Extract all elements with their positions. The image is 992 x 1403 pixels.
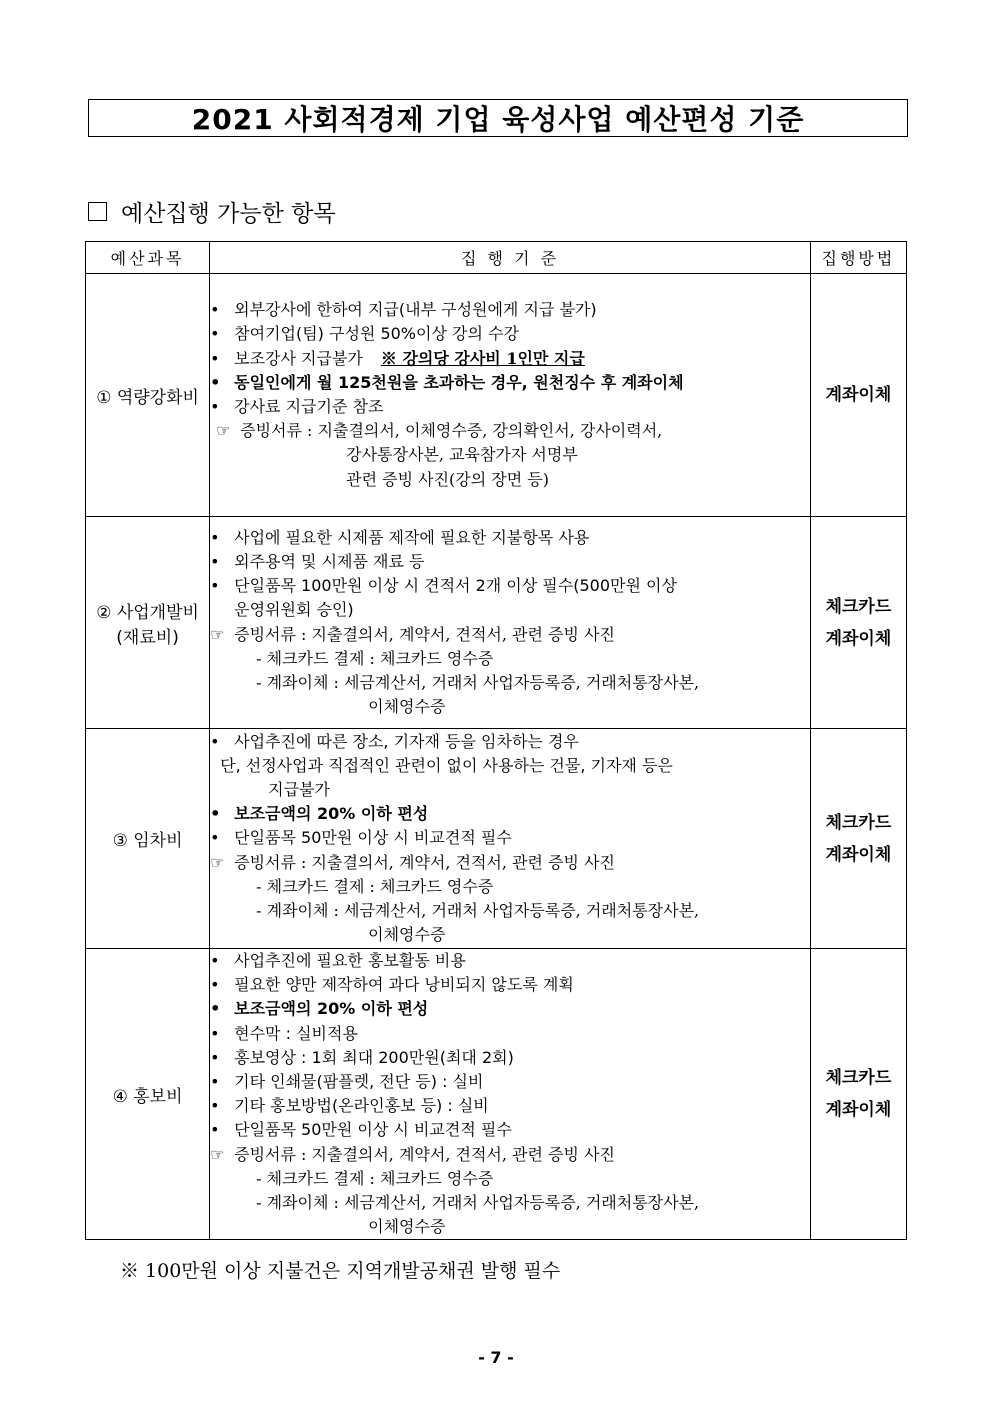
row-category <box>86 949 210 1240</box>
budget-criteria-table <box>85 241 907 1240</box>
method-label: 체크카드 <box>825 1068 892 1089</box>
header-criteria: 집 행 기 준 <box>210 242 811 274</box>
evidence-docs-cont: - 체크카드 결제 : 체크카드 영수증 <box>256 1168 494 1188</box>
row-criteria <box>210 949 811 1240</box>
list-item: • 보조금액의 20% 이하 편성 <box>210 804 429 824</box>
table-row <box>86 274 907 517</box>
emphasis-note: ※ 강의당 강사비 1인만 지급 <box>380 348 585 368</box>
row-method <box>810 729 906 949</box>
row-method <box>810 949 906 1240</box>
evidence-docs-cont: 강사통장사본, 교육참가자 서명부 <box>346 445 578 465</box>
table-header-row <box>86 242 907 274</box>
list-item: • 외주용역 및 시제품 재료 등 <box>210 551 425 571</box>
list-item: • 현수막 : 실비적용 <box>210 1023 358 1043</box>
section-heading <box>88 195 336 228</box>
list-item: • 단일품목 100만원 이상 시 견적서 2개 이상 필수(500만원 이상 <box>210 576 677 596</box>
page-number: - 7 - <box>478 1348 514 1367</box>
evidence-docs: ☞ 증빙서류 : 지출결의서, 계약서, 견적서, 관련 증빙 사진 <box>210 852 615 872</box>
header-method: 집행방법 <box>810 242 906 274</box>
evidence-docs: ☞ 증빙서류 : 지출결의서, 이체영수증, 강의확인서, 강사이력서, <box>216 421 663 441</box>
row-category <box>86 729 210 949</box>
evidence-docs: ☞ 증빙서류 : 지출결의서, 계약서, 견적서, 관련 증빙 사진 <box>210 1144 615 1164</box>
evidence-docs-cont: - 계좌이체 : 세금계산서, 거래처 사업자등록증, 거래처통장사본, <box>256 672 700 692</box>
list-item-cont: 운영위원회 승인) <box>234 600 354 620</box>
evidence-docs-cont: - 체크카드 결제 : 체크카드 영수증 <box>256 876 494 896</box>
list-item: • 단일품목 50만원 이상 시 비교견적 필수 <box>210 1120 512 1140</box>
header-category: 예산과목 <box>86 242 210 274</box>
method-label: 계좌이체 <box>825 628 892 649</box>
category-label: ② 사업개발비 <box>96 602 199 623</box>
list-item-cont: 단, 선정사업과 직접적인 관련이 없이 사용하는 건물, 기자재 등은 <box>220 755 673 775</box>
table-row <box>86 517 907 729</box>
list-item: • 기타 홍보방법(온라인홍보 등) : 실비 <box>210 1096 489 1116</box>
list-item: • 동일인에게 월 125천원을 초과하는 경우, 원천징수 후 계좌이체 <box>210 372 684 392</box>
evidence-docs-cont: - 체크카드 결제 : 체크카드 영수증 <box>256 648 494 668</box>
list-item-cont: 지급불가 <box>268 779 330 799</box>
row-criteria <box>210 274 811 517</box>
list-item: • 필요한 양만 제작하여 과다 낭비되지 않도록 계획 <box>210 975 574 995</box>
list-item: • 기타 인쇄물(팜플렛, 전단 등) : 실비 <box>210 1072 484 1092</box>
list-item: • 단일품목 50만원 이상 시 비교견적 필수 <box>210 828 512 848</box>
row-criteria <box>210 729 811 949</box>
list-item: • 사업에 필요한 시제품 제작에 필요한 지불항목 사용 <box>210 527 590 547</box>
list-item: • 참여기업(팀) 구성원 50%이상 강의 수강 <box>210 324 519 344</box>
evidence-docs: ☞ 증빙서류 : 지출결의서, 계약서, 견적서, 관련 증빙 사진 <box>210 624 615 644</box>
footer-note: ※ 100만원 이상 지불건은 지역개발공채권 발행 필수 <box>120 1260 561 1282</box>
row-category <box>86 517 210 729</box>
method-label: 계좌이체 <box>825 844 892 865</box>
list-item: • 외부강사에 한하여 지급(내부 구성원에게 지급 불가) <box>210 300 597 320</box>
category-label: ③ 임차비 <box>112 831 183 851</box>
evidence-docs-cont: 이체영수증 <box>368 697 446 717</box>
evidence-docs-cont: - 계좌이체 : 세금계산서, 거래처 사업자등록증, 거래처통장사본, <box>256 901 700 920</box>
method-label: 체크카드 <box>825 596 892 617</box>
method-label: 계좌이체 <box>825 1100 892 1121</box>
category-label: ① 역량강화비 <box>96 387 199 408</box>
list-item: • 사업추진에 필요한 홍보활동 비용 <box>210 951 466 970</box>
method-label: 체크카드 <box>825 812 892 833</box>
list-item: • 보조금액의 20% 이하 편성 <box>210 999 429 1019</box>
category-label: ④ 홍보비 <box>112 1086 183 1107</box>
list-item: • 사업추진에 따른 장소, 기자재 등을 임차하는 경우 <box>210 731 579 751</box>
evidence-docs-cont: 이체영수증 <box>368 925 446 945</box>
document-title: 2021 사회적경제 기업 육성사업 예산편성 기준 <box>88 99 908 137</box>
category-sublabel: (재료비) <box>116 627 179 648</box>
list-item: • 홍보영상 : 1회 최대 200만원(최대 2회) <box>210 1047 514 1067</box>
table-row <box>86 729 907 949</box>
table-row <box>86 949 907 1240</box>
evidence-docs-cont: - 계좌이체 : 세금계산서, 거래처 사업자등록증, 거래처통장사본, <box>256 1193 700 1213</box>
row-method <box>810 517 906 729</box>
evidence-docs-cont: 이체영수증 <box>368 1217 446 1237</box>
list-item: • 보조강사 지급불가 ※ 강의당 강사비 1인만 지급 <box>210 347 810 371</box>
row-category <box>86 274 210 517</box>
row-criteria <box>210 517 811 729</box>
row-method <box>810 274 906 517</box>
checkbox-square-icon <box>88 202 107 221</box>
method-label: 계좌이체 <box>825 385 892 405</box>
list-item: • 강사료 지급기준 참조 <box>210 397 384 416</box>
evidence-docs-cont: 관련 증빙 사진(강의 장면 등) <box>346 469 549 489</box>
section-heading-text: 예산집행 가능한 항목 <box>121 201 336 227</box>
